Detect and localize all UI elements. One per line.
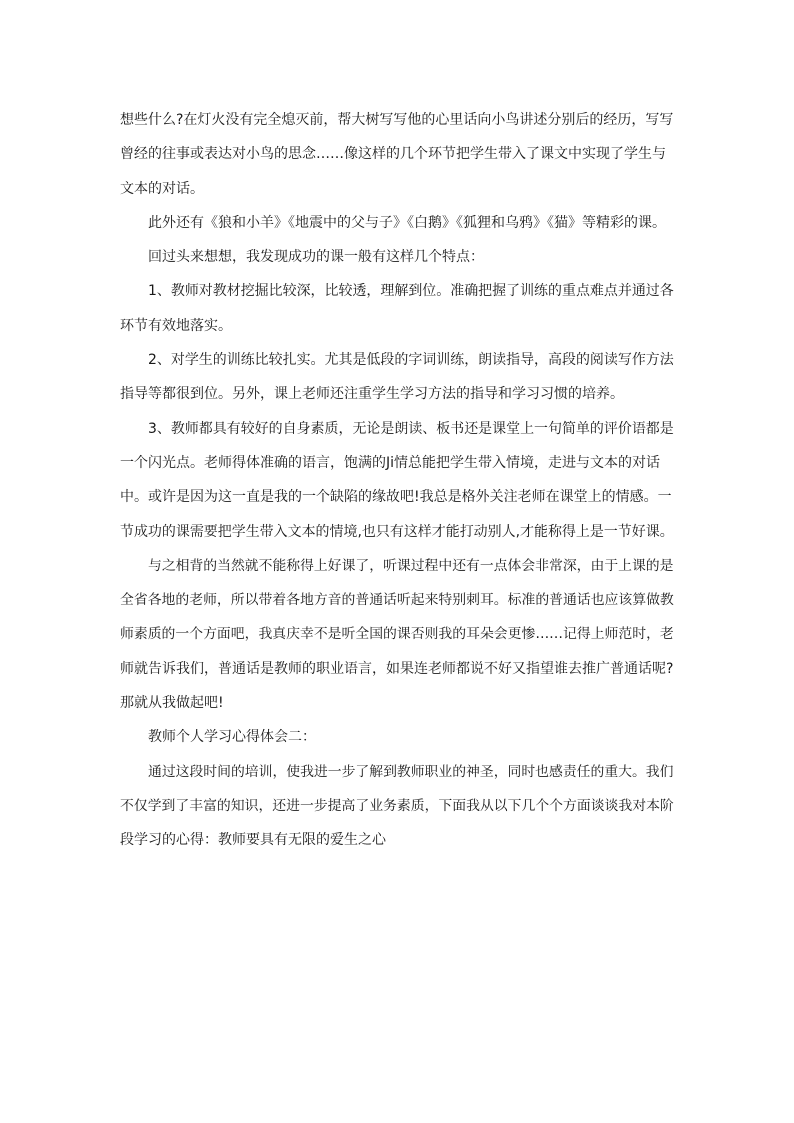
text-line: 全省各地的老师，所以带着各地方音的普通话听起来特别刺耳。标准的普通话也应该算做教 <box>120 592 674 609</box>
text-line: 此外还有《狼和小羊》《地震中的父与子》《白鹅》《狐狸和乌鸦》《猫》等精彩的课。 <box>148 214 666 231</box>
text-line: 不仅学到了丰富的知识，还进一步提高了业务素质，下面我从以下几个个方面谈谈我对本阶 <box>120 797 674 814</box>
text-line: 中。或许是因为这一直是我的一个缺陷的缘故吧!我总是格外关注老师在课堂上的情感。一 <box>120 489 672 506</box>
text-line: 那就从我做起吧! <box>120 695 224 712</box>
text-line: 想些什么?在灯火没有完全熄灭前，帮大树写写他的心里话向小鸟讲述分别后的经历，写写 <box>120 112 674 128</box>
text-line: 文本的对话。 <box>120 180 204 197</box>
text-line: 师素质的一个方面吧，我真庆幸不是听全国的课否则我的耳朵会更惨……记得上师范时，老 <box>120 626 674 643</box>
document-body <box>120 103 674 858</box>
section-heading: 教师个人学习心得体会二： <box>148 729 316 746</box>
text-line: 节成功的课需要把学生带入文本的情境,也只有这样才能打动别人,才能称得上是一节好课。 <box>120 523 674 540</box>
text-line: 通过这段时间的培训，使我进一步了解到教师职业的神圣，同时也感责任的重大。我们 <box>148 763 674 780</box>
text-line: 一个闪光点。老师得体准确的语言，饱满的Ji情总能把学生带入情境，走进与文本的对话 <box>120 454 661 471</box>
text-line: 回过头来想想，我发现成功的课一般有这样几个特点： <box>148 249 484 266</box>
text-line: 2、对学生的训练比较扎实。尤其是低段的字词训练，朗读指导，高段的阅读写作方法 <box>148 352 674 369</box>
text-line: 3、教师都具有较好的自身素质，无论是朗读、板书还是课堂上一句简单的评价语都是 <box>148 420 674 437</box>
text-line: 曾经的往事或表达对小鸟的思念……像这样的几个环节把学生带入了课文中实现了学生与 <box>120 146 666 163</box>
text-line: 段学习的心得：教师要具有无限的爱生之心 <box>120 832 386 849</box>
text-line: 与之相背的当然就不能称得上好课了，听课过程中还有一点体会非常深，由于上课的是 <box>148 557 674 574</box>
text-line: 指导等都很到位。另外，课上老师还注重学生学习方法的指导和学习习惯的培养。 <box>120 386 624 403</box>
text-line: 环节有效地落实。 <box>120 317 232 334</box>
text-line: 师就告诉我们，普通话是教师的职业语言，如果连老师都说不好又指望谁去推广普通话呢? <box>120 660 674 677</box>
text-line: 1、教师对教材挖掘比较深，比较透，理解到位。准确把握了训练的重点难点并通过各 <box>148 283 674 300</box>
